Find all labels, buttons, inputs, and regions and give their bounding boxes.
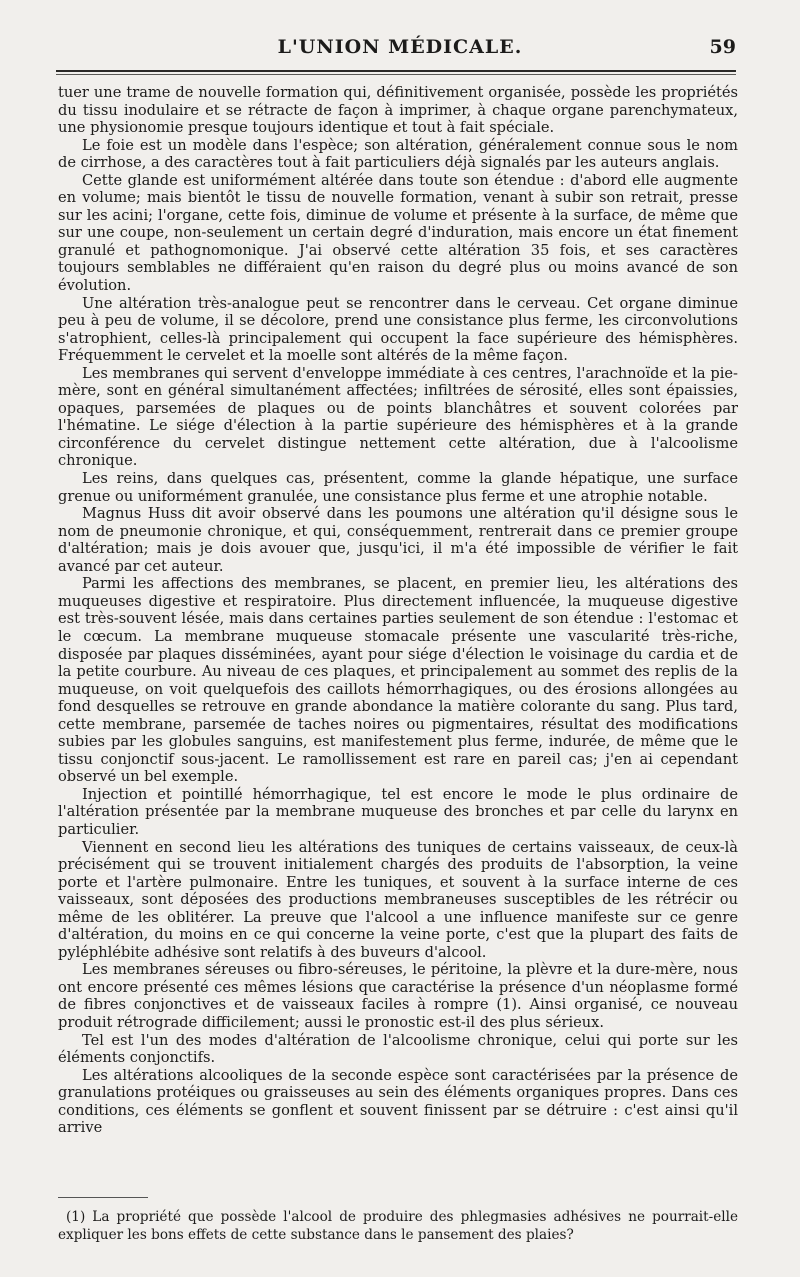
paragraph: Magnus Huss dit avoir observé dans les poumons une altération qu'il désigne sous le nom de pneumonie chronique, et qui, conséquemment, rentrerait dans ce premier groupe d'altération; mais je dois avouer que, jusqu'ici, il m'a été impossible de vérifier le fait avancé par cet auteur. — [58, 505, 738, 575]
paragraph: Viennent en second lieu les altérations des tuniques de certains vaisseaux, de ceux-là précisément qui se trouvent initialement chargés des produits de l'absorption, la veine porte et l'artère pulmonaire. Entre les tuniques, et souvent à la surface interne de ces vaisseaux, sont déposées des productions membraneuses susceptibles de les rétrécir ou même de les oblitérer. La preuve que l'alcool a une influence manifeste sur ce genre d'altération, du moins en ce qui concerne la veine porte, c'est que la plupart des faits de pyléphlébite adhésive sont relatifs à des buveurs d'alcool. — [58, 838, 738, 961]
running-title: L'UNION MÉDICALE. — [277, 36, 523, 58]
paragraph: Les membranes qui servent d'enveloppe immédiate à ces centres, l'arachnoïde et la pie-mère, sont en général simultanément affectées; infiltrées de sérosité, elles sont épaissies, opaques, parsemées de plaques ou de points blanchâtres et souvent colorées par l'hématine. Le siége d'élection à la partie supérieure des hémisphères et à la grande circonférence du cervelet distingue nettement cette altération, due à l'alcoolisme chronique. — [58, 364, 738, 470]
footnote-separator — [58, 1197, 148, 1198]
body-text — [58, 84, 738, 1137]
paragraph: Parmi les affections des membranes, se placent, en premier lieu, les altérations des muqueuses digestive et respiratoire. Plus directement influencée, la muqueuse digestive est très-souvent lésée, mais dans certaines parties seulement de son étendue : l'estomac et le cœcum. La membrane muqueuse stomacale présente une vascularité très-riche, disposée par plaques disséminées, ayant pour siége d'élection le voisinage du cardia et de la petite courbure. Au niveau de ces plaques, et principalement au sommet des replis de la muqueuse, on voit quelquefois des caillots hémorrhagiques, ou des érosions allongées au fond desquelles se retrouve en grande abondance la matière colorante du sang. Plus tard, cette membrane, parsemée de taches noires ou pigmentaires, résultat des modifications subies par les globules sanguins, est manifestement plus ferme, indurée, de même que le tissu conjonctif sous-jacent. Le ramollissement est rare en pareil cas; j'en ai cependant observé un bel exemple. — [58, 575, 738, 786]
footnote-text: (1) La propriété que possède l'alcool de produire des phlegmasies adhésives ne pourrait-elle expliquer les bons effets de cette substance dans le pansement des plaies? — [58, 1209, 738, 1243]
paragraph: tuer une trame de nouvelle formation qui, définitivement organisée, possède les propriétés du tissu inodulaire et se rétracte de façon à imprimer, à chaque organe parenchymateux, une physionomie presque toujours identique et tout à fait spéciale. — [58, 84, 738, 137]
header-rule — [56, 70, 736, 72]
paragraph: Une altération très-analogue peut se rencontrer dans le cerveau. Cet organe diminue peu à peu de volume, il se décolore, prend une consistance plus ferme, les circonvolutions s'atrophient, celles-là principalement qui occupent la face supérieure des hémisphères. Fréquemment le cervelet et la moelle sont altérés de la même façon. — [58, 294, 738, 365]
paragraph: Les altérations alcooliques de la seconde espèce sont caractérisées par la présence de granulations protéiques ou graisseuses au sein des éléments organiques propres. Dans ces conditions, ces éléments se gonflent et souvent finissent par se détruire : c'est ainsi qu'il arrive — [58, 1066, 738, 1137]
paragraph: Injection et pointillé hémorrhagique, tel est encore le mode le plus ordinaire de l'altération présentée par la membrane muqueuse des bronches et par celle du larynx en particulier. — [58, 785, 738, 838]
header-rule-thin — [56, 74, 736, 75]
paragraph: Les reins, dans quelques cas, présentent, comme la glande hépatique, une surface grenue ou uniformément granulée, une consistance plus ferme et une atrophie notable. — [58, 470, 738, 505]
page-header — [0, 36, 800, 66]
paragraph: Le foie est un modèle dans l'espèce; son altération, généralement connue sous le nom de cirrhose, a des caractères tout à fait particuliers déjà signalés par les auteurs anglais. — [58, 136, 738, 172]
page-number: 59 — [709, 36, 736, 58]
footnote — [58, 1208, 738, 1244]
paragraph: Cette glande est uniformément altérée dans toute son étendue : d'abord elle augmente en volume; mais bientôt le tissu de nouvelle formation, venant à subir son retrait, presse sur les acini; l'organe, cette fois, diminue de volume et présente à la surface, de même que sur une coupe, non-seulement un certain degré d'induration, mais encore un état finement granulé et pathognomonique. J'ai observé cette altération 35 fois, et ses caractères toujours semblables ne différaient qu'en raison du degré plus ou moins avancé de son évolution. — [58, 171, 738, 295]
paragraph: Tel est l'un des modes d'altération de l'alcoolisme chronique, celui qui porte sur les éléments conjonctifs. — [58, 1031, 738, 1067]
paragraph: Les membranes séreuses ou fibro-séreuses, le péritoine, la plèvre et la dure-mère, nous ont encore présenté ces mêmes lésions que caractérise la présence d'un néoplasme formé de fibres conjonctives et de vaisseaux faciles à rompre (1). Ainsi organisé, ce nouveau produit rétrograde difficilement; aussi le pronostic est-il des plus sérieux. — [58, 961, 738, 1031]
